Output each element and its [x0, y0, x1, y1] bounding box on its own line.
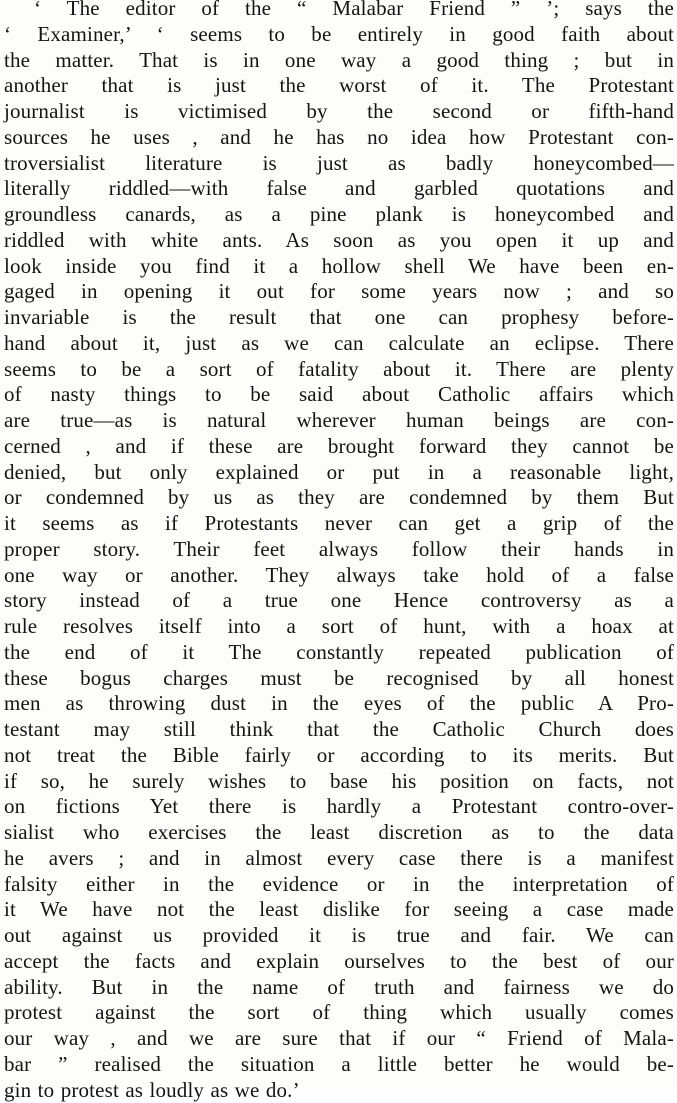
article-line-7: troversialist literature is just as badly honeycombed— [4, 151, 674, 177]
article-line-25: rule resolves itself into a sort of hunt, with a hoax at [4, 614, 674, 640]
article-line-5: journalist is victimised by the second or fifth-hand [4, 99, 674, 125]
article-line-21: it seems as if Protestants never can get a grip of the [4, 511, 674, 537]
article-line-24: story instead of a true one Hence controversy as a [4, 588, 674, 614]
article-line-22: proper story. Their feet always follow their hands in [4, 537, 674, 563]
article-line-26: the end of it The constantly repeated publication of [4, 640, 674, 666]
article-line-23: one way or another. They always take hold of a false [4, 563, 674, 589]
article-line-39: ability. But in the name of truth and fairness we do [4, 975, 674, 1001]
article-line-19: denied, but only explained or put in a reasonable light, [4, 460, 674, 486]
article-line-2: ‘ Examiner,’ ‘ seems to be entirely in good faith about [4, 22, 674, 48]
article-line-8: literally riddled—with false and garbled quotations and [4, 176, 674, 202]
article-line-16: of nasty things to be said about Catholic affairs which [4, 382, 674, 408]
article-line-43: gin to protest as loudly as we do.’ [4, 1078, 674, 1103]
article-line-9: groundless canards, as a pine plank is honeycombed and [4, 202, 674, 228]
article-line-17: are true—as is natural wherever human beings are con- [4, 408, 674, 434]
article-line-11: look inside you find it a hollow shell We have been en- [4, 254, 674, 280]
article-line-15: seems to be a sort of fatality about it. There are plenty [4, 357, 674, 383]
article-line-30: not treat the Bible fairly or according to its merits. But [4, 743, 674, 769]
article-line-36: it We have not the least dislike for seeing a case made [4, 897, 674, 923]
article-line-28: men as throwing dust in the eyes of the public A Pro- [4, 691, 674, 717]
article-line-38: accept the facts and explain ourselves to the best of our [4, 949, 674, 975]
article-column [4, 0, 674, 1103]
article-line-18: cerned , and if these are brought forward they cannot be [4, 434, 674, 460]
article-line-13: invariable is the result that one can prophesy before- [4, 305, 674, 331]
article-line-34: he avers ; and in almost every case there is a manifest [4, 846, 674, 872]
article-line-27: these bogus charges must be recognised by all honest [4, 666, 674, 692]
article-line-33: sialist who exercises the least discretion as to the data [4, 820, 674, 846]
article-line-10: riddled with white ants. As soon as you open it up and [4, 228, 674, 254]
article-line-14: hand about it, just as we can calculate an eclipse. There [4, 331, 674, 357]
article-line-41: our way , and we are sure that if our “ Friend of Mala- [4, 1026, 674, 1052]
article-line-35: falsity either in the evidence or in the interpretation of [4, 872, 674, 898]
article-line-4: another that is just the worst of it. The Protestant [4, 73, 674, 99]
article-line-42: bar ” realised the situation a little better he would be- [4, 1052, 674, 1078]
article-line-32: on fictions Yet there is hardly a Protestant contro-over- [4, 794, 674, 820]
article-line-6: sources he uses , and he has no idea how Protestant con- [4, 125, 674, 151]
article-line-1: ‘ The editor of the “ Malabar Friend ” ’; says the [4, 0, 674, 22]
article-line-3: the matter. That is in one way a good thing ; but in [4, 48, 674, 74]
article-line-31: if so, he surely wishes to base his position on facts, not [4, 769, 674, 795]
article-line-29: testant may still think that the Catholic Church does [4, 717, 674, 743]
article-line-20: or condemned by us as they are condemned by them But [4, 485, 674, 511]
article-line-12: gaged in opening it out for some years now ; and so [4, 279, 674, 305]
article-line-40: protest against the sort of thing which usually comes [4, 1000, 674, 1026]
article-line-37: out against us provided it is true and fair. We can [4, 923, 674, 949]
